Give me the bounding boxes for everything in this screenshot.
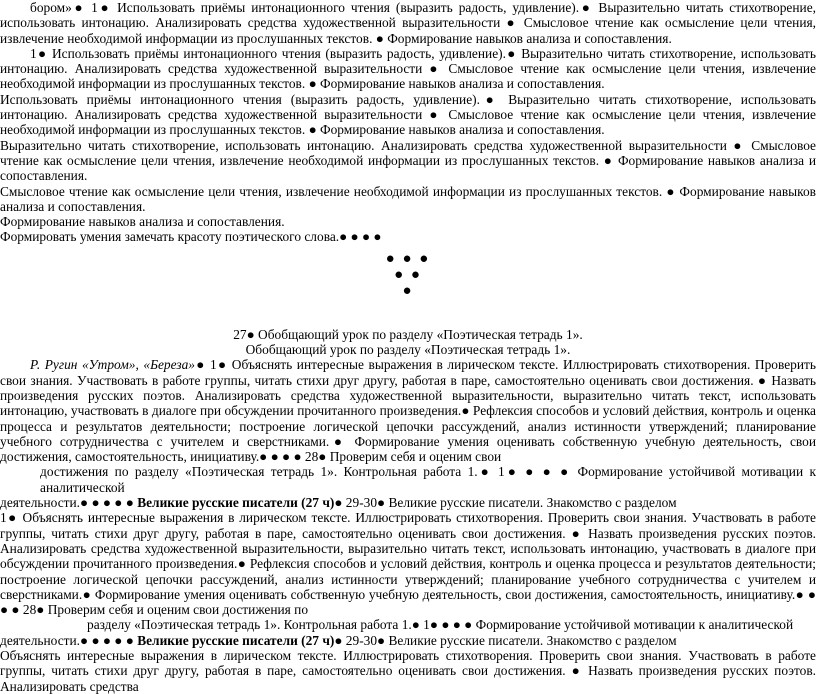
paragraph [0,633,816,648]
paragraph: Использовать приёмы интонационного чтения (выразить радость, удивление).● Выразительно читать стихотворение, использовать интонацию. Анализировать средства художественной выразительности ● Смысловое чтение как осмысление цели чтения, извлечение необходимой информации из прослушанных текстов. ● Формирование навыков анализа и сопоставления. [0,91,816,138]
paragraph [0,495,816,510]
section-heading: 27● Обобщающий урок по разделу «Поэтическая тетрадь 1». [233,326,583,342]
bullet-dots: ● ● ● [385,250,431,267]
section-title: Великие русские писатели (27 ч) [137,632,335,648]
paragraph: Формирование навыков анализа и сопоставления. [0,214,285,230]
section-heading: Обобщающий урок по разделу «Поэтическая тетрадь 1». [245,342,571,358]
paragraph: Формировать умения замечать красоту поэтического слова.● ● ● ● [0,229,382,245]
paragraph: разделу «Поэтическая тетрадь 1». Контрольная работа 1.● 1● ● ● ● Формирование устойчивой мотивации к аналитической [87,617,794,633]
text-span: ● 29-30● Великие русские писатели. Знакомство с разделом [334,632,677,648]
paragraph: Смысловое чтение как осмысление цели чтения, извлечение необходимой информации из прослушанных текстов. ● Формирование навыков анализа и сопоставления. [0,183,816,214]
paragraph: Объяснять интересные выражения в лирическом тексте. Иллюстрировать стихотворения. Проверить свои знания. Участвовать в работе группы, читать стихи друг другу, работая в паре, самостоятельно оценивать свои достижения. ● Назвать произведения русских поэтов. Анализировать средства [0,647,816,694]
text-span: деятельности.● ● ● ● ● [0,632,138,648]
paragraph: 1● Объяснять интересные выражения в лирическом тексте. Иллюстрировать стихотворения. Проверить свои знания. Участвовать в работе группы, читать стихи друг другу, работая в паре, самостоятельно оценивать свои достижения. ● Назвать произведения русских поэтов. Анализировать средства художественной выразительности, выразительно читать текст, использовать интонацию, участвовать в диалоге при обсуждении прочитанного произведения.● Рефлексия способов и условий действия, контроль и оценка процесса и результатов деятельности; построение логической цепочки рассуждений, анализ истинности утверждений; планирование учебного сотрудничества с учителем и сверстниками.● Формирование умения оценивать собственную учебную деятельность, свои достижения, самостоятельность, инициативу.● ● ● ● 28● Проверим себя и оценим свои достижения по [0,510,816,618]
text-span: деятельности.● ● ● ● ● [0,495,138,511]
paragraph [0,357,816,464]
paragraph: достижения по разделу «Поэтическая тетрадь 1». Контрольная работа 1.● 1● ● ● ● Формирование устойчивой мотивации к аналитической [40,464,816,495]
lesson-title: Р. Ругин «Утром», «Береза» [30,357,195,373]
bullet-dots: ● [402,282,414,299]
paragraph: Выразительно читать стихотворение, использовать интонацию. Анализировать средства художественной выразительности ● Смысловое чтение как осмысление цели чтения, извлечение необходимой информации из прослушанных текстов. ● Формирование навыков анализа и сопоставления. [0,137,816,184]
bullet-dots: ● ● [394,266,422,283]
paragraph: 1● Использовать приёмы интонационного чтения (выразить радость, удивление).● Выразительно читать стихотворение, использовать интонацию. Анализировать средства художественной выразительности ● Смысловое чтение как осмысление цели чтения, извлечение необходимой информации из прослушанных текстов. ● Формирование навыков анализа и сопоставления. [0,45,816,92]
paragraph: бором»● 1● Использовать приёмы интонационного чтения (выразить радость, удивление).● Выразительно читать стихотворение, использовать интонацию. Анализировать средства художественной выразительности ● Смысловое чтение как осмысление цели чтения, извлечение необходимой информации из прослушанных текстов. ● Формирование навыков анализа и сопоставления. [0,0,816,46]
section-title: Великие русские писатели (27 ч) [137,495,335,511]
spacer [0,299,816,327]
text-span: ● 29-30● Великие русские писатели. Знакомство с разделом [334,495,677,511]
lesson-text: ● 1● Объяснять интересные выражения в лирическом тексте. Иллюстрировать стихотворения. Проверить свои знания. Участвовать в работе группы, читать стихи друг другу, работая в паре, самостоятельно оценивать свои достижения. ● Назвать произведения русских поэтов. Анализировать средства художественной выразительности, выразительно читать текст, использовать интонацию, участвовать в диалоге при обсуждении прочитанного произведения.● Рефлексия способов и условий действия, контроль и оценка процесса и результатов деятельности; построение логической цепочки рассуждений, анализ истинности утверждений; планирование учебного сотрудничества с учителем и сверстниками.● Формирование умения оценивать собственную учебную деятельность, свои достижения, самостоятельность, инициативу.● ● ● ● 28● Проверим себя и оценим свои [0,357,816,465]
